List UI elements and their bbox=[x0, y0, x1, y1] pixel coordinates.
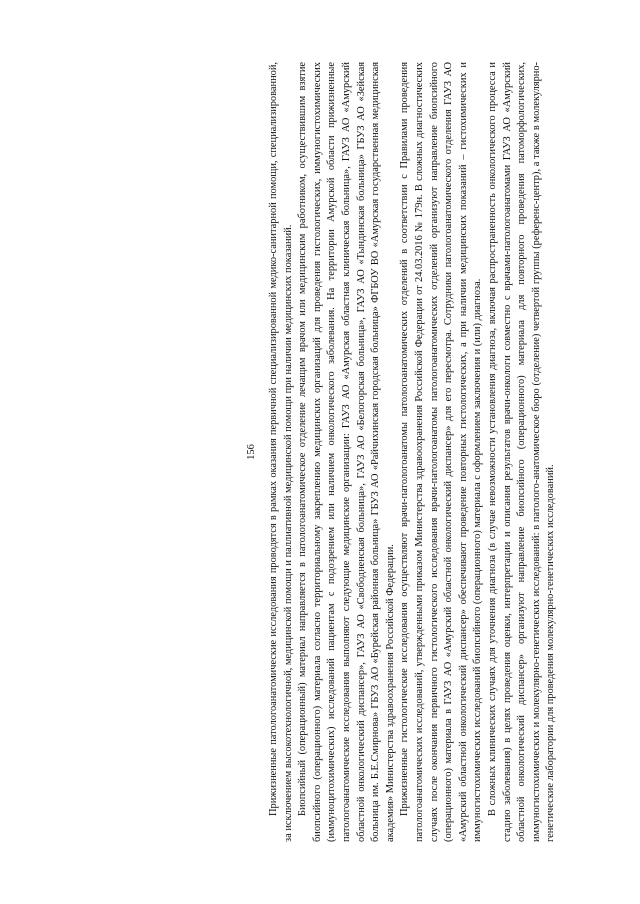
page-number: 156 bbox=[246, 444, 257, 460]
rotated-text-block bbox=[245, 62, 640, 842]
paragraph-histology-review: Прижизненные гистологические исследования осуществляют врачи-патологоанатомы патологоанатомических отделений в соответствии с Правилами проведения патологоанатомических исследований, утвержденными приказом Министерства здравоохранения Российской Федерации от 24.03.2016 № 179н. В сложных диагностических случаях после окончания первичного гистологического исследования врачи-патологоанатомы патологоанатомических отделений организуют направление биопсийного (операционного) материала в ГАУЗ АО «Амурский областной онкологический диспансер» для его пересмотра. Сотрудники патологоанатомического отделения ГАУЗ АО «Амурский областной онкологический диспансер» обеспечивают проведение повторных гистологических, а при наличии медицинских показаний – гистохимических и иммуногистохимических исследований биопсийного (операционного) материала с оформлением заключения и (или) диагноза. bbox=[399, 62, 484, 842]
paragraph-pathology-scope: Прижизненные патологоанатомические исследования проводятся в рамках оказания первичной специализированной медико-санитарной помощи, специализированной, за исключением высокотехнологичной, медицинской помощи и паллиативной медицинской помощи при наличии медицинских показаний. bbox=[268, 62, 294, 842]
body-text bbox=[267, 62, 559, 842]
paragraph-complex-cases: В сложных клинических случаях для уточнения диагноза (в случае невозможности установления диагноза, включая распространенность онкологического процесса и стадию заболевания) в целях проведения оценки, интерпретации и описания результатов врачи-онкологи совместно с врачами-патологоанатомами ГАУЗ АО «Амурский областной онкологический диспансер» организуют направление биопсийного (операционного) материала для повторного проведения патоморфологических, иммуногистохимических и молекулярно-генетических исследований: в патолого-анатомическое бюро (отделение) четвертой группы (референс-центр), а также в молекулярно-генетические лаборатории для проведения молекулярно-генетических исследований. bbox=[486, 62, 557, 842]
paragraph-biopsy-referral: Биопсийный (операционный) материал направляется в патологоанатомическое отделение лечащим врачом или медицинским работником, осуществившим взятие биопсийного (операционного) материала согласно территориальному закреплению медицинских организаций для проведения гистологических, иммуногистохимических (иммуноцитохимических) исследований пациентам с подозрением или наличием онкологического заболевания. На территории Амурской области прижизненные патологоанатомические исследования выполняют следующие медицинские организации: ГАУЗ АО «Амурская областная клиническая больница», ГАУЗ АО «Амурский областной онкологический диспансер», ГАУЗ АО «Свободненская больница», ГАУЗ АО «Белогорская больница», ГАУЗ АО «Тындинская больница» ГБУЗ АО «Зейская больница им. Б.Е.Смирнова» ГБУЗ АО «Бурейская районная больница» ГБУЗ АО «Райчихинская городская больница» ФГБОУ ВО «Амурская государственная медицинская академия» Министерства здравоохранения Российской Федерации. bbox=[297, 62, 396, 842]
